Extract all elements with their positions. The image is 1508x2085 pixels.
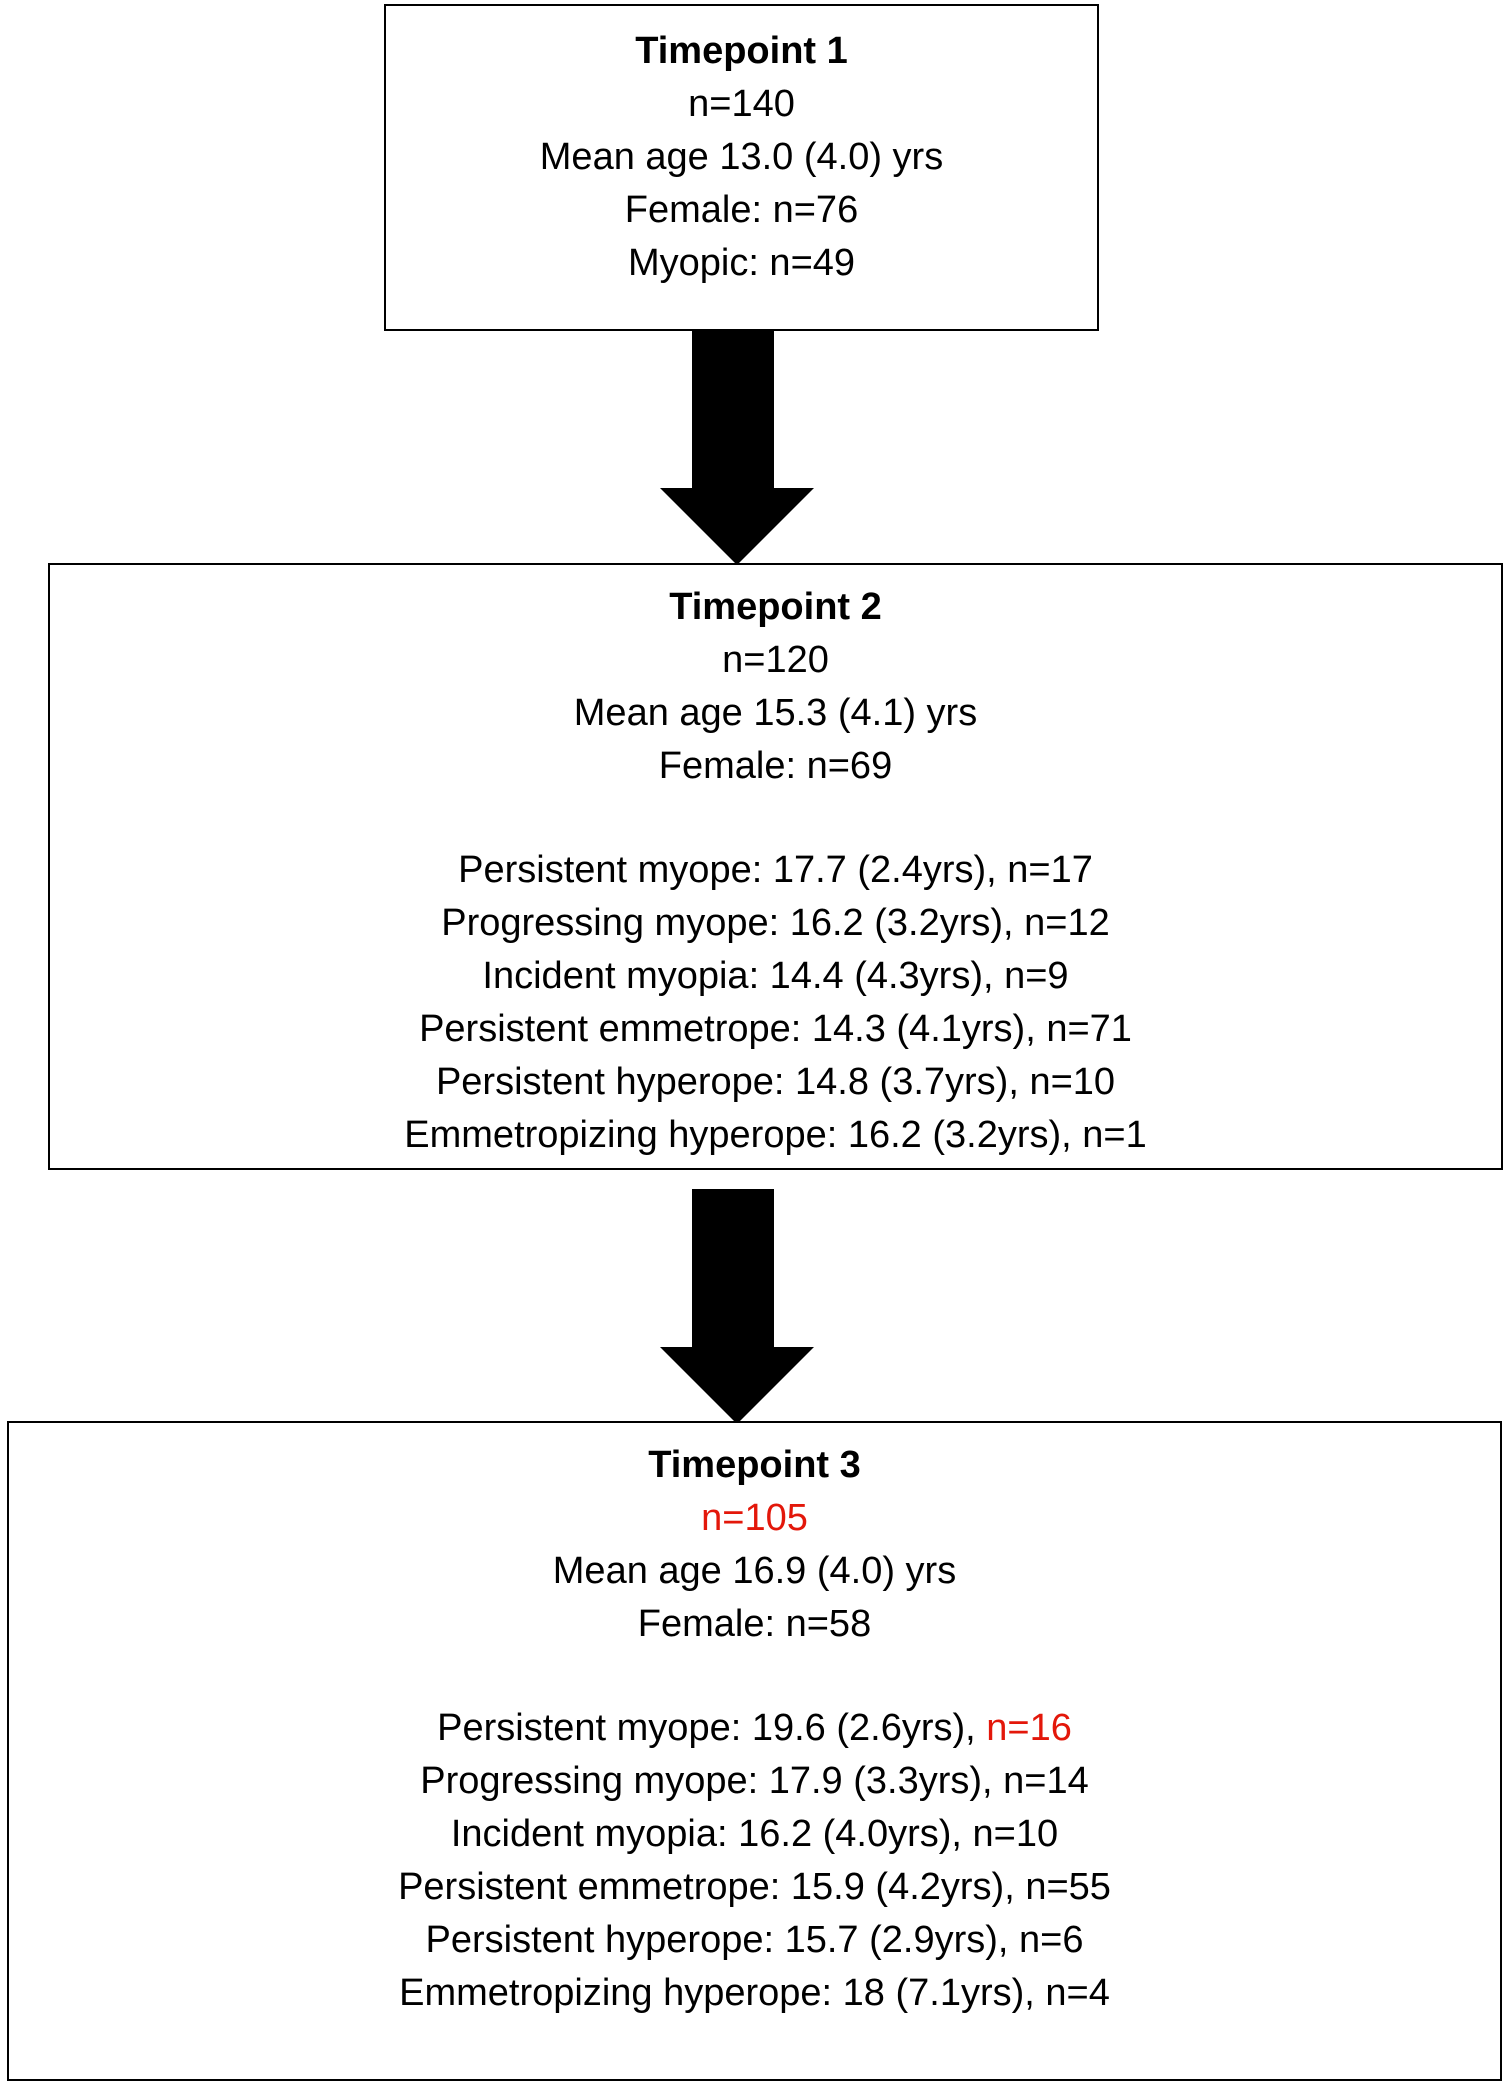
timepoint-3-group-persistent-emmetrope: Persistent emmetrope: 15.9 (4.2yrs), n=55 bbox=[398, 1866, 1111, 1908]
timepoint-3-spacer bbox=[9, 1651, 1500, 1702]
timepoint-2-group-persistent-emmetrope: Persistent emmetrope: 14.3 (4.1yrs), n=71 bbox=[419, 1008, 1132, 1050]
timepoint-2-female: Female: n=69 bbox=[658, 745, 893, 787]
timepoint-1-title: Timepoint 1 bbox=[635, 30, 848, 72]
timepoint-3-box bbox=[7, 1421, 1502, 2081]
down-arrow-1-icon bbox=[658, 330, 816, 565]
timepoint-3-group-incident-myopia: Incident myopia: 16.2 (4.0yrs), n=10 bbox=[450, 1813, 1059, 1855]
timepoint-3-female: Female: n=58 bbox=[637, 1603, 872, 1645]
timepoint-3-group-progressing-myope: Progressing myope: 17.9 (3.3yrs), n=14 bbox=[420, 1760, 1089, 1802]
timepoint-3-group-persistent-myope-n: n=16 bbox=[986, 1707, 1072, 1749]
timepoint-1-box bbox=[384, 4, 1099, 331]
timepoint-1-female: Female: n=76 bbox=[624, 189, 859, 231]
timepoint-2-group-persistent-myope: Persistent myope: 17.7 (2.4yrs), n=17 bbox=[458, 849, 1093, 891]
timepoint-2-spacer bbox=[50, 793, 1501, 844]
timepoint-1-mean-age: Mean age 13.0 (4.0) yrs bbox=[539, 136, 944, 178]
timepoint-3-group-persistent-hyperope: Persistent hyperope: 15.7 (2.9yrs), n=6 bbox=[425, 1919, 1084, 1961]
down-arrow-2-shape bbox=[660, 1189, 814, 1424]
timepoint-1-n: n=140 bbox=[688, 83, 795, 125]
timepoint-2-mean-age: Mean age 15.3 (4.1) yrs bbox=[573, 692, 978, 734]
timepoint-1-myopic: Myopic: n=49 bbox=[627, 242, 856, 284]
timepoint-3-group-emmetropizing-hyperope: Emmetropizing hyperope: 18 (7.1yrs), n=4 bbox=[399, 1972, 1110, 2014]
timepoint-2-title: Timepoint 2 bbox=[669, 586, 882, 628]
timepoint-2-n: n=120 bbox=[722, 639, 829, 681]
timepoint-2-group-progressing-myope: Progressing myope: 16.2 (3.2yrs), n=12 bbox=[441, 902, 1110, 944]
timepoint-3-mean-age: Mean age 16.9 (4.0) yrs bbox=[552, 1550, 957, 1592]
timepoint-3-group-persistent-myope bbox=[9, 1702, 1500, 1755]
timepoint-3-title: Timepoint 3 bbox=[648, 1444, 861, 1486]
timepoint-2-group-incident-myopia: Incident myopia: 14.4 (4.3yrs), n=9 bbox=[482, 955, 1069, 997]
timepoint-3-n: n=105 bbox=[701, 1497, 808, 1539]
timepoint-3-group-persistent-myope-text: Persistent myope: 19.6 (2.6yrs), bbox=[437, 1707, 987, 1749]
timepoint-2-box bbox=[48, 563, 1503, 1170]
down-arrow-1-shape bbox=[660, 330, 814, 565]
timepoint-2-group-emmetropizing-hyperope: Emmetropizing hyperope: 16.2 (3.2yrs), n=1 bbox=[404, 1114, 1147, 1156]
timepoint-2-group-persistent-hyperope: Persistent hyperope: 14.8 (3.7yrs), n=10 bbox=[435, 1061, 1116, 1103]
down-arrow-2-icon bbox=[658, 1189, 816, 1424]
